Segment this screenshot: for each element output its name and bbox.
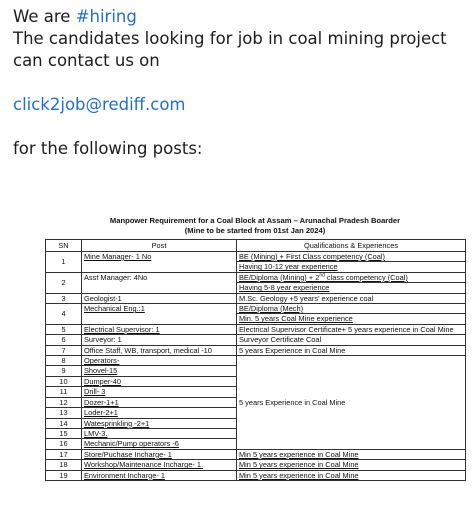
row-post: Dozer-1+1 (82, 397, 237, 407)
table-header-row (46, 240, 466, 252)
row-post: Office Staff, WB, transport, medical -10 (82, 345, 237, 355)
row-sn: 12 (46, 397, 82, 407)
row-post: Drill- 3 (82, 387, 237, 397)
table-row (46, 460, 466, 470)
table-row (46, 345, 466, 355)
table-row (46, 335, 466, 345)
row-sn: 14 (46, 418, 82, 428)
row-sn: 7 (46, 345, 82, 355)
table-row (46, 252, 466, 262)
row-qual: BE/Diploma (Mining) + 2nd class competency (Coal) (237, 272, 466, 282)
row-sn: 2 (46, 272, 82, 293)
row-post: Shovel-15 (82, 366, 237, 376)
row-qual: Having 10-12 year experience (237, 262, 466, 272)
post-line-4: for the following posts: (13, 139, 203, 158)
row-sn: 17 (46, 449, 82, 459)
row-qual: Surveyor Certificate Coal (237, 335, 466, 345)
header-post: Post (82, 240, 237, 252)
post-line-2: The candidates looking for job in coal mining project (13, 29, 447, 48)
post-line-1-text: We are (13, 7, 76, 26)
hashtag-link[interactable]: #hiring (75, 7, 137, 26)
row-post: Watesprinkling -2+1 (82, 418, 237, 428)
row-qual: BE/Diploma (Mech) (237, 304, 466, 314)
row-post: Loder-2+1 (82, 408, 237, 418)
row-post: LMV-3. (82, 428, 237, 438)
row-post: Store/Puchase Incharge- 1 (82, 449, 237, 459)
row-sn: 18 (46, 460, 82, 470)
row-post: Mine Manager- 1 No (82, 252, 237, 273)
row-post: Surveyor: 1 (82, 335, 237, 345)
row-post: Operators- (82, 356, 237, 366)
doc-subtitle: (Mine to be started from 01st Jan 2024) (184, 226, 326, 235)
post-line-3: can contact us on (13, 51, 160, 70)
email-link[interactable]: click2job@rediff.com (13, 95, 186, 114)
row-sn: 5 (46, 324, 82, 334)
row-post: Dumper-40 (82, 376, 237, 386)
post-text (13, 6, 468, 160)
row-sn: 9 (46, 366, 82, 376)
row-post: Mechanical Eng.:1 (82, 304, 237, 325)
row-sn: 13 (46, 408, 82, 418)
table-row (46, 449, 466, 459)
row-qual: Min. 5 years Coal Mine experience (237, 314, 466, 324)
row-post: Environment Incharge- 1 (82, 470, 237, 480)
row-qual: Having 5-8 year experience (237, 283, 466, 293)
row-qual: Min 5 years experience in Coal Mine (237, 460, 466, 470)
doc-title: Manpower Requirement for a Coal Block at Assam – Arunachal Pradesh Boarder (109, 216, 401, 225)
row-qual: Min 5 years experience in Coal Mine (237, 449, 466, 459)
row-sn: 6 (46, 335, 82, 345)
header-sn: SN (46, 240, 82, 252)
row-qual: BE (Mining) + First Class competency (Coal) (237, 252, 466, 262)
table-row (46, 356, 466, 366)
manpower-table (45, 239, 466, 481)
row-sn: 4 (46, 304, 82, 325)
row-sn: 19 (46, 470, 82, 480)
row-sn: 11 (46, 387, 82, 397)
table-row (46, 324, 466, 334)
row-sn: 8 (46, 356, 82, 366)
post-line-1 (13, 6, 468, 28)
row-post: Geologist-1 (82, 293, 237, 303)
row-sn: 16 (46, 439, 82, 449)
row-qual-merged: 5 years Experience in Coal Mine (237, 356, 466, 450)
row-post: Electrical Supervisor: 1 (82, 324, 237, 334)
row-qual: Min 5 years experience in Coal Mine (237, 470, 466, 480)
row-post: Mechanic/Pump operators -6 (82, 439, 237, 449)
row-sn: 10 (46, 376, 82, 386)
row-post: Asst Manager: 4No (82, 272, 237, 293)
attached-document-image[interactable] (45, 216, 465, 481)
row-sn: 1 (46, 252, 82, 273)
header-qualifications: Qualifications & Experiences (237, 240, 466, 252)
table-row (46, 304, 466, 314)
row-qual: Electrical Supervisor Certificate+ 5 years experience in Coal Mine (237, 324, 466, 334)
table-row (46, 470, 466, 480)
row-post: Workshop/Maintenance Incharge- 1. (82, 460, 237, 470)
table-row (46, 293, 466, 303)
row-sn: 15 (46, 428, 82, 438)
row-sn: 3 (46, 293, 82, 303)
table-row (46, 272, 466, 282)
row-qual: M.Sc. Geology +5 years' experience coal (237, 293, 466, 303)
row-qual: 5 years Experience in Coal Mine (237, 345, 466, 355)
